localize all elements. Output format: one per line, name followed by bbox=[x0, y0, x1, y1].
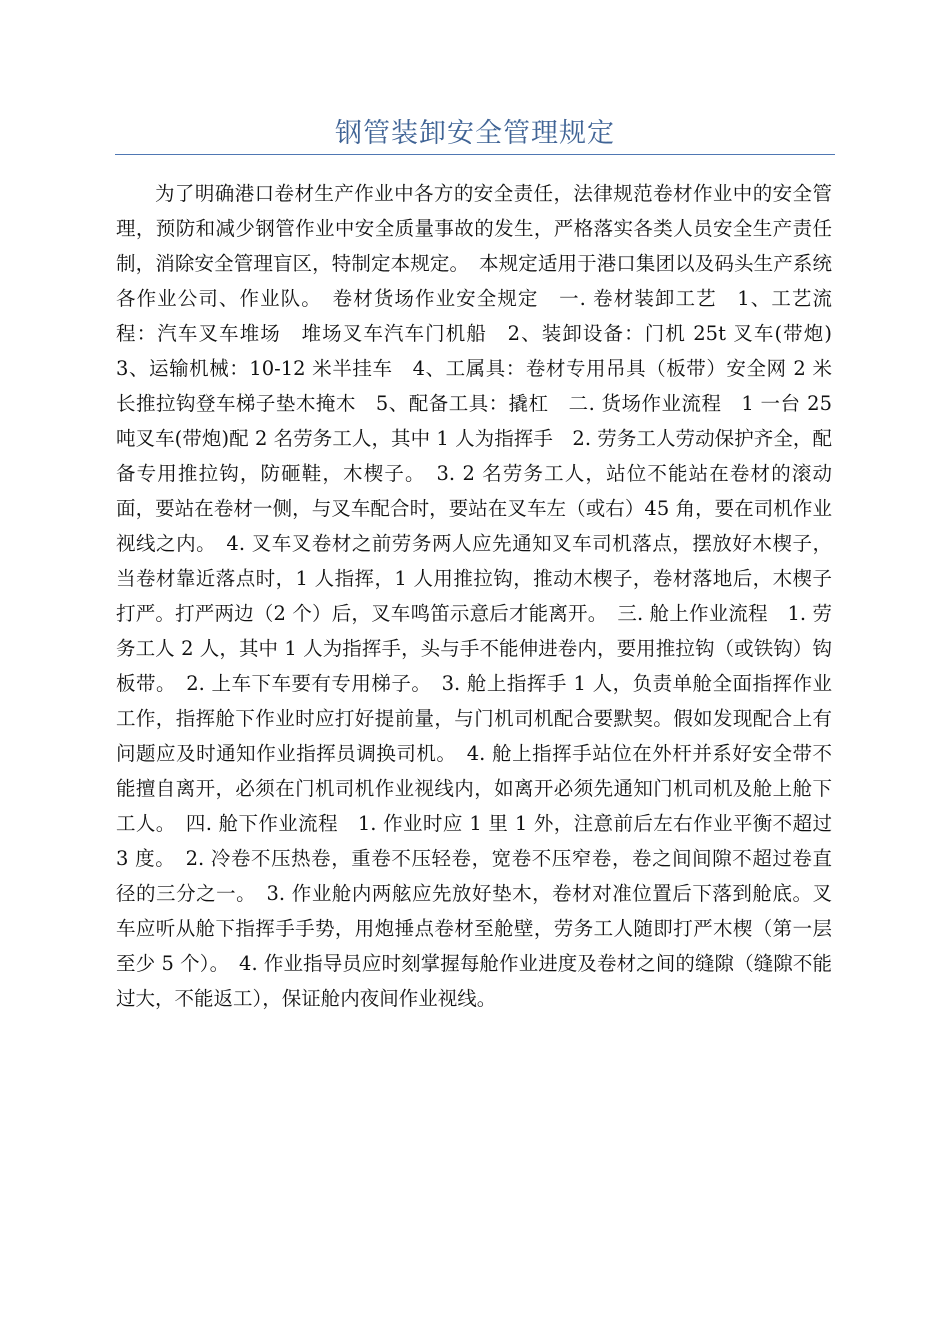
document-title: 钢管装卸安全管理规定 bbox=[335, 118, 615, 149]
document-body: 为了明确港口卷材生产作业中各方的安全责任，法律规范卷材作业中的安全管理，预防和减少钢管作业中安全质量事故的发生，严格落实各类人员安全生产责任制，消除安全管理盲区，特制定本规定。 本规定适用于港口集团以及码头生产系统各作业公司、作业队。 卷材货场作业安全规定 一. 卷材装卸工艺 1、工艺流程：汽车叉车堆场 堆场叉车汽车门机船 2、装卸设备：门机 25t 叉车(带炮) 3、运输机械：10-12 米半挂车 4、工属具：卷材专用吊具（板带）安全网 2 米长推拉钩登车梯子垫木掩木 5、配备工具：撬杠 二. 货场作业流程 1 一台 25 吨叉车(带炮)配 2 名劳务工人，其中 1 人为指挥手 2. 劳务工人劳动保护齐全，配备专用推拉钩，防砸鞋，木楔子。 3. 2 名劳务工人，站位不能站在卷材的滚动面，要站在卷材一侧，与叉车配合时，要站在叉车左（或右）45 角，要在司机作业视线之内。 4. 叉车叉卷材之前劳务两人应先通知叉车司机落点，摆放好木楔子，当卷材靠近落点时，1 人指挥，1 人用推拉钩，推动木楔子，卷材落地后，木楔子打严。打严两边（2 个）后，叉车鸣笛示意后才能离开。 三. 舱上作业流程 1. 劳务工人 2 人，其中 1 人为指挥手，头与手不能伸进卷内，要用推拉钩（或铁钩）钩板带。 2. 上车下车要有专用梯子。 3. 舱上指挥手 1 人，负责单舱全面指挥作业工作，指挥舱下作业时应打好提前量，与门机司机配合要默契。假如发现配合上有问题应及时通知作业指挥员调换司机。 4. 舱上指挥手站位在外杆并系好安全带不能擅自离开，必须在门机司机作业视线内，如离开必须先通知门机司机及舱上舱下工人。 四. 舱下作业流程 1. 作业时应 1 里 1 外，注意前后左右作业平衡不超过 3 度。 2. 冷卷不压热卷，重卷不压轻卷，宽卷不压窄卷，卷之间间隙不超过卷直径的三分之一。 3. 作业舱内两舷应先放好垫木，卷材对准位置后下落到舱底。叉车应听从舱下指挥手手势，用炮捶点卷材至舱壁，劳务工人随即打严木楔（第一层至少 5 个）。 4. 作业指导员应时刻掌握每舱作业进度及卷材之间的缝隙（缝隙不能过大，不能返工），保证舱内夜间作业视线。 bbox=[116, 182, 852, 1010]
title-underline bbox=[115, 154, 835, 155]
